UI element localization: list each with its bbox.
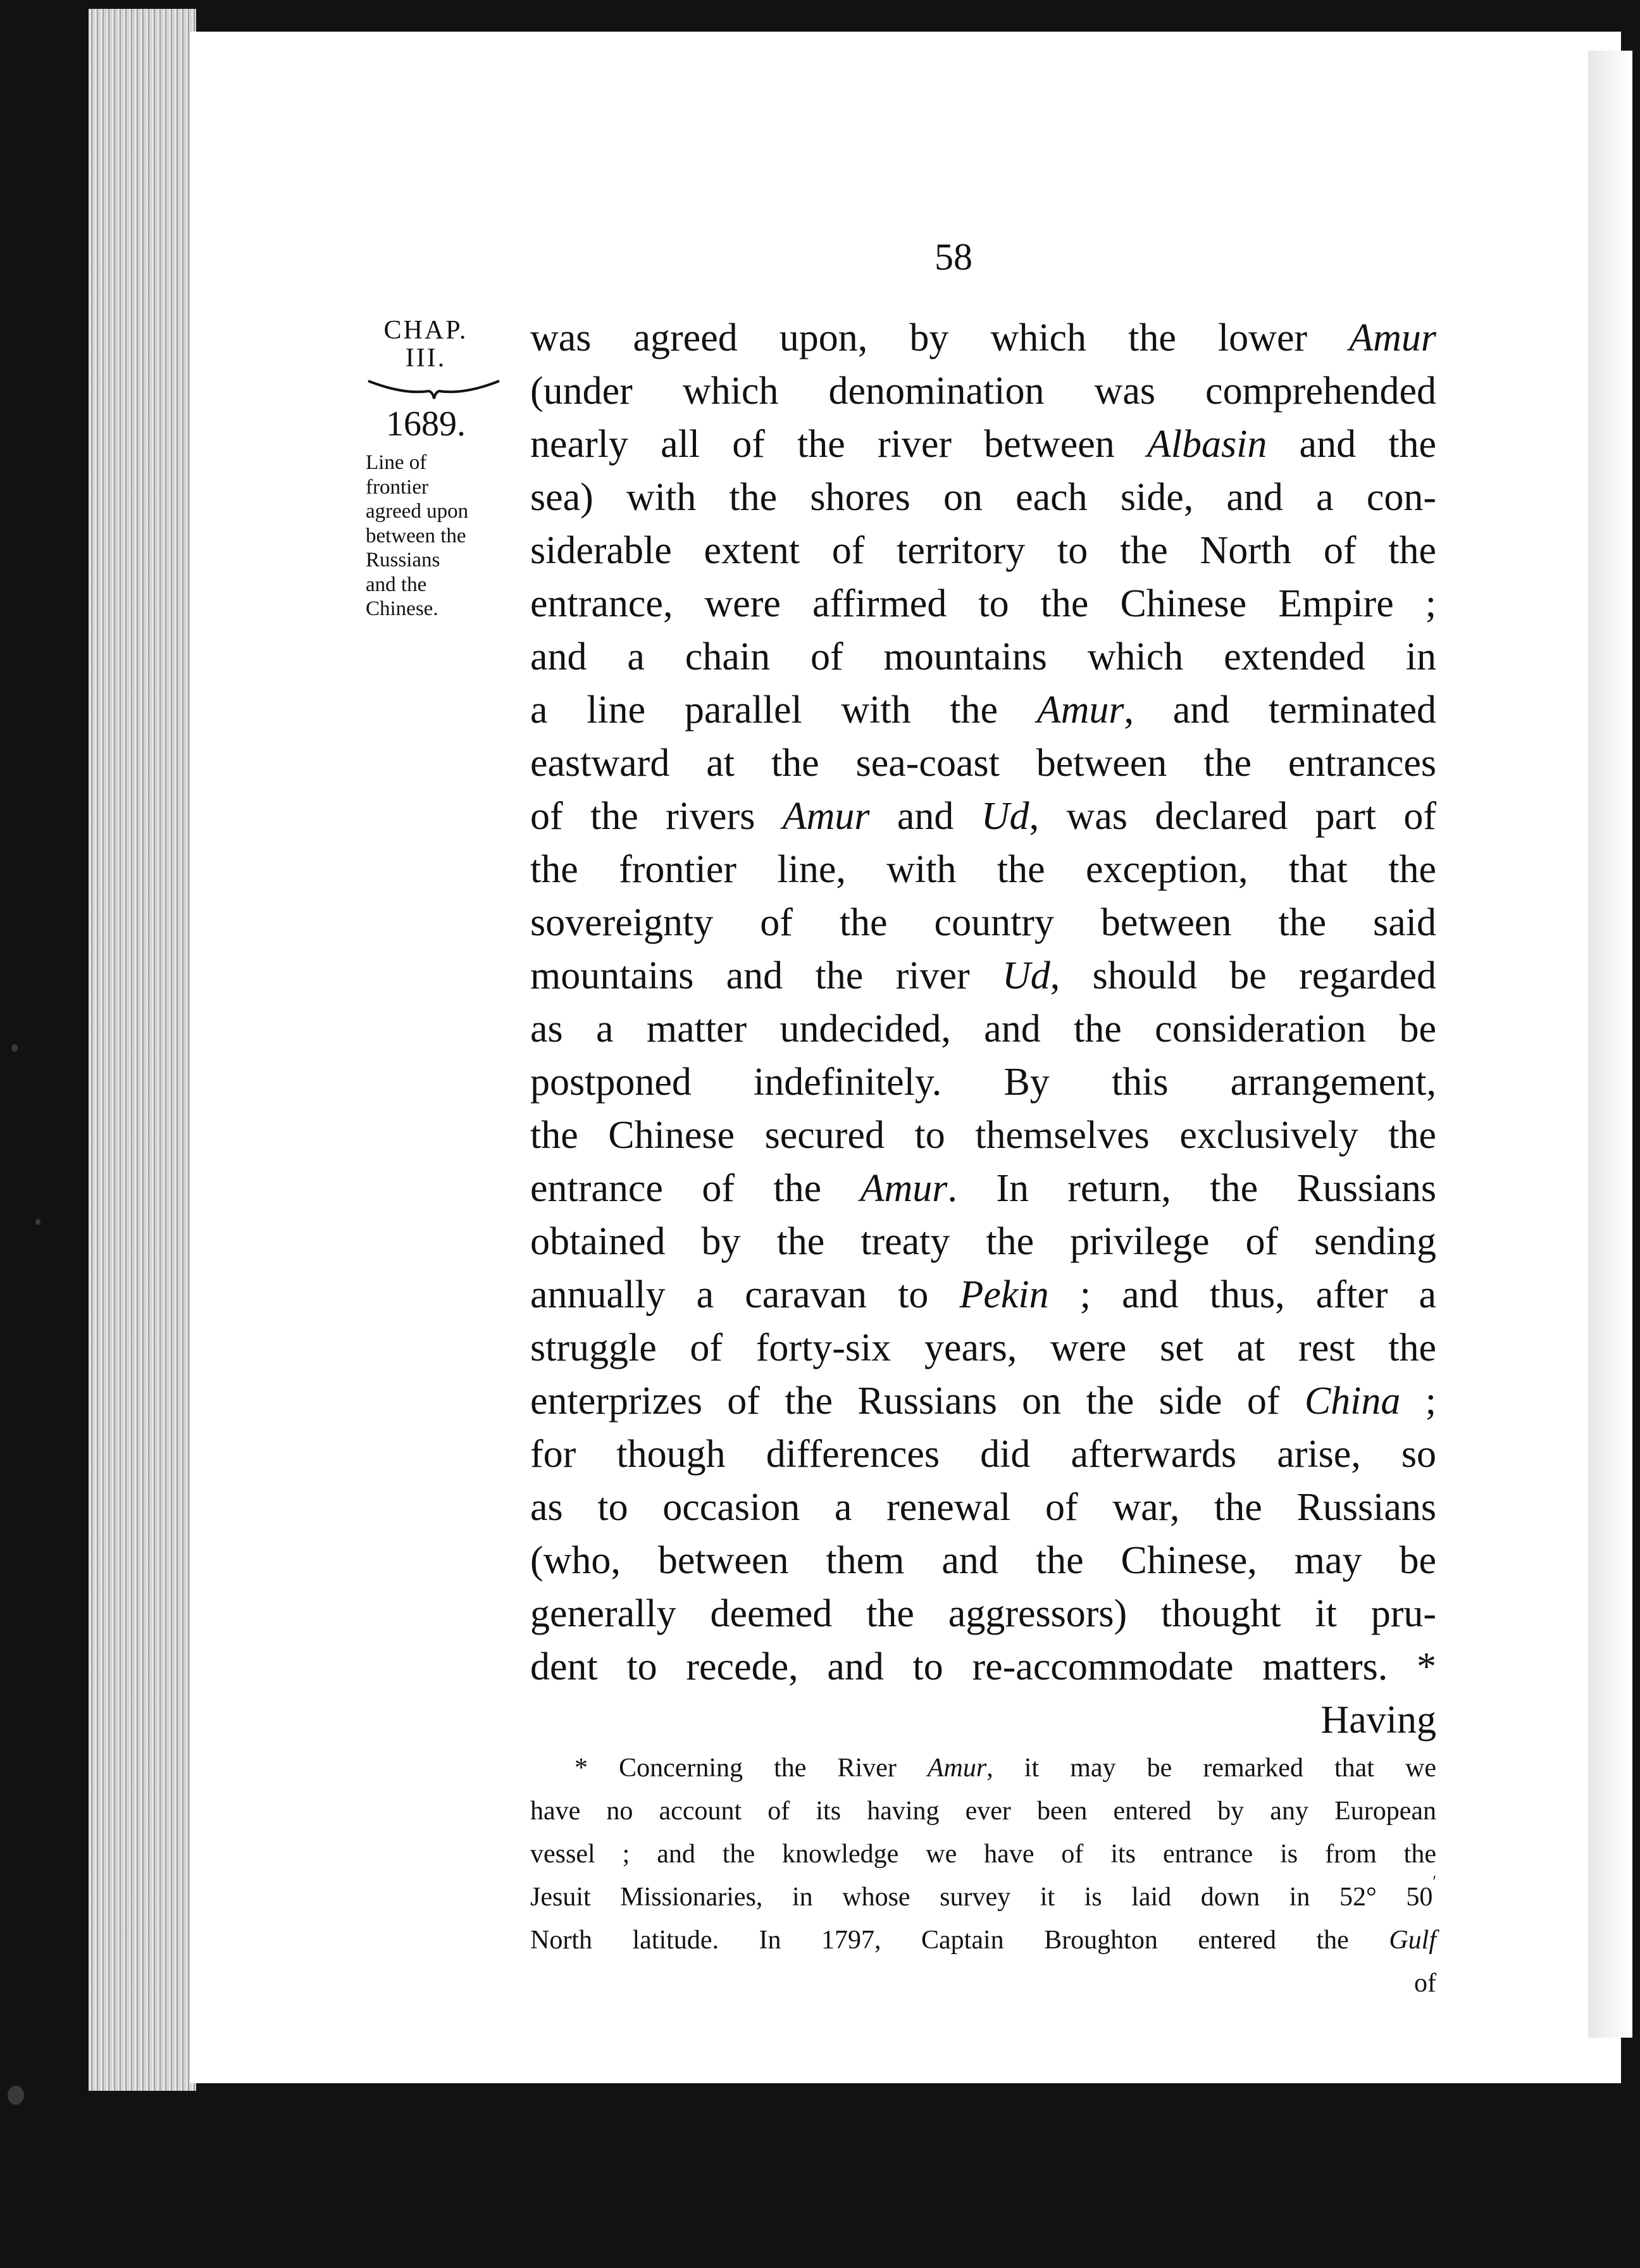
margin-note-line: Russians <box>366 549 440 571</box>
text-run: nearly all of the river between <box>530 423 1147 466</box>
text-run: ′ <box>1432 1872 1437 1891</box>
body-line <box>530 471 1436 524</box>
italic-text: Amur <box>782 795 870 838</box>
margin-year: 1689. <box>386 404 466 444</box>
body-line <box>530 1109 1436 1162</box>
margin-note-line: Chinese. <box>366 597 438 620</box>
facing-page-edge <box>1588 51 1632 2038</box>
footnote-line <box>530 1872 1437 1919</box>
body-line <box>530 1215 1436 1268</box>
body-line <box>530 683 1436 737</box>
body-line <box>530 949 1436 1002</box>
scan-speck <box>8 2086 24 2105</box>
page-edges-stack <box>89 9 196 2091</box>
italic-text: Pekin <box>959 1273 1049 1316</box>
italic-text: China <box>1304 1380 1401 1423</box>
text-run: , was declared part of <box>1029 795 1436 838</box>
text-run: the Chinese secured to themselves exclusively the <box>530 1114 1436 1157</box>
footnote-lines <box>530 1747 1436 1962</box>
text-run: eastward at the sea-coast between the entrances <box>530 742 1436 785</box>
margin-note-block <box>366 316 518 621</box>
text-run: as a matter undecided, and the consideration be <box>530 1007 1436 1050</box>
italic-text: Amur <box>927 1754 987 1783</box>
footnote <box>530 1747 1436 2005</box>
text-run: and <box>869 795 981 838</box>
body-line <box>530 1162 1436 1215</box>
text-run: entrance, were affirmed to the Chinese Empire ; <box>530 582 1436 625</box>
text-run: Jesuit Missionaries, in whose survey it is laid down in <box>530 1883 1339 1912</box>
body-line <box>530 577 1436 630</box>
footnote-line <box>530 1833 1436 1876</box>
footnote-line <box>530 1919 1436 1962</box>
page-number: 58 <box>935 236 972 278</box>
margin-note-line: between the <box>366 524 466 547</box>
text-run: and a chain of mountains which extended in <box>530 635 1436 678</box>
margin-note-line: frontier <box>366 475 428 499</box>
italic-text: Gulf <box>1389 1926 1436 1955</box>
catchword: Having <box>1320 1698 1436 1742</box>
text-run: (under which denomination was comprehended <box>530 370 1436 413</box>
text-run: have no account of its having ever been entered by any European <box>530 1797 1436 1826</box>
text-run: dent to recede, and to re-accommodate matters. * <box>530 1645 1436 1688</box>
text-run: and the <box>1267 423 1436 466</box>
body-line <box>530 1587 1436 1640</box>
text-run: siderable extent of territory to the North of the <box>530 529 1436 572</box>
text-run: ; and thus, after a <box>1048 1273 1437 1316</box>
text-run: ; <box>1400 1380 1436 1423</box>
text-run: as to occasion a renewal of war, the Russians <box>530 1486 1436 1529</box>
text-run: . In return, the Russians <box>947 1167 1436 1210</box>
footnote-line <box>530 1790 1436 1833</box>
text-run: postponed indefinitely. By this arrangement, <box>530 1061 1436 1104</box>
body-lines <box>530 311 1436 1693</box>
body-line <box>530 1640 1436 1693</box>
text-run: obtained by the treaty the privilege of sending <box>530 1220 1436 1263</box>
margin-note-line: and the <box>366 573 427 596</box>
text-run: , should be regarded <box>1050 954 1436 997</box>
body-line <box>530 364 1436 418</box>
italic-text: Ud <box>981 795 1029 838</box>
margin-note-line: Line of <box>366 451 427 474</box>
text-run: sea) with the shores on each side, and a con- <box>530 476 1436 519</box>
margin-note-line: agreed upon <box>366 500 469 523</box>
body-line <box>530 1428 1436 1481</box>
text-run: a line parallel with the <box>530 688 1037 732</box>
body-line <box>530 418 1436 471</box>
italic-text: Amur <box>1036 688 1124 732</box>
italic-text: Ud <box>1002 954 1050 997</box>
body-line <box>530 524 1436 577</box>
body-line <box>530 1374 1436 1428</box>
text-run: generally deemed the aggressors) thought it pru- <box>530 1592 1436 1635</box>
body-line <box>530 737 1436 790</box>
text-run: sovereignty of the country between the said <box>530 901 1436 944</box>
margin-brace-ornament <box>366 376 502 401</box>
scan-speck <box>35 1219 40 1225</box>
body-line <box>530 1056 1436 1109</box>
text-run: , and terminated <box>1124 688 1436 732</box>
italic-text: Albasin <box>1146 423 1267 466</box>
text-run: 52° 50 <box>1339 1883 1433 1912</box>
body-line <box>530 843 1436 896</box>
text-run: struggle of forty-six years, were set at rest the <box>530 1326 1436 1369</box>
text-run: enterprizes of the Russians on the side of <box>530 1380 1305 1423</box>
text-run: was agreed upon, by which the lower <box>530 316 1350 359</box>
text-run: annually a caravan to <box>530 1273 960 1316</box>
margin-note-text <box>366 451 518 621</box>
text-run: * Concerning the River <box>575 1754 928 1783</box>
text-run: , it may be remarked that we <box>986 1754 1437 1783</box>
body-line <box>530 1268 1436 1321</box>
text-run: for though differences did afterwards arise, so <box>530 1433 1436 1476</box>
text-run: entrance of the <box>530 1167 860 1210</box>
body-line <box>530 630 1436 683</box>
scan-speck <box>11 1044 18 1052</box>
chapter-label: CHAP. <box>383 316 468 345</box>
body-line <box>530 311 1436 364</box>
chapter-numeral: III. <box>405 344 447 373</box>
body-text <box>530 311 1436 1747</box>
text-run: North latitude. In 1797, Captain Broughton entered the <box>530 1926 1389 1955</box>
text-run: mountains and the river <box>530 954 1002 997</box>
footnote-catchword: of <box>1414 1969 1436 1998</box>
italic-text: Amur <box>860 1167 948 1210</box>
footnote-line <box>530 1747 1436 1790</box>
text-run: (who, between them and the Chinese, may be <box>530 1539 1436 1582</box>
body-line <box>530 790 1436 843</box>
text-run: of the rivers <box>530 795 783 838</box>
body-line <box>530 1002 1436 1056</box>
italic-text: Amur <box>1349 316 1436 359</box>
body-line <box>530 1481 1436 1534</box>
body-line <box>530 896 1436 949</box>
text-run: vessel ; and the knowledge we have of its entrance is from the <box>530 1840 1436 1869</box>
text-run: the frontier line, with the exception, that the <box>530 848 1436 891</box>
body-line <box>530 1321 1436 1374</box>
body-line <box>530 1534 1436 1587</box>
